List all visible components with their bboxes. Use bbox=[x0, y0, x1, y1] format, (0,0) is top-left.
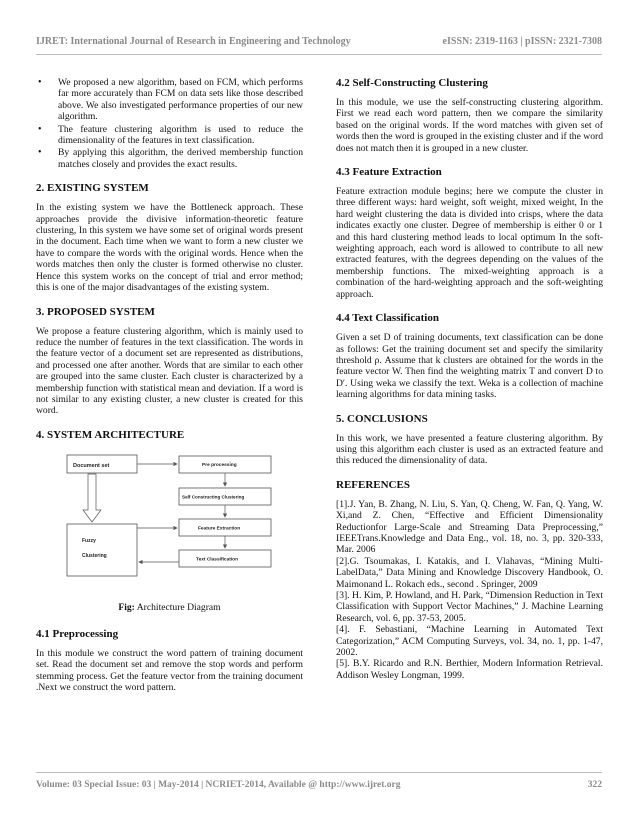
section-heading-conclusions: 5. CONCLUSIONS bbox=[336, 412, 428, 425]
list-item: [4]. F. Sebastiani, “Machine Learning in Automated Text Categorization,” ACM Computing Surveys, vol. 34, no. 1, pp. 1-47, 2002. bbox=[336, 624, 603, 659]
paragraph: In this module we construct the word pattern of training document set. Read the document set and remove the stop words and perform stemming process. Get the feature vector from the training document .Next we construct the word pattern. bbox=[36, 647, 303, 693]
clustering-label: Clustering bbox=[82, 552, 107, 559]
self-constructing-label: Self Constructing Clustering bbox=[182, 494, 245, 500]
section-heading-text-classification: 4.4 Text Classification bbox=[336, 312, 439, 325]
footer-rule bbox=[36, 772, 602, 773]
list-item: • The feature clustering algorithm is used to reduce the dimensionality of the features in text classification. bbox=[36, 124, 303, 147]
caption-label: Fig: bbox=[118, 601, 135, 613]
paragraph: We propose a feature clustering algorithm, which is mainly used to reduce the number of features in the text classification. The words in the feature vector of a document set are represented as distributions, and processed one after another. Words that are similar to each other are grouped into the same cluster. Each cluster is characterized by a membership function with statistical mean and deviation. If a word is not similar to any existing cluster, a new cluster is created for this word. bbox=[36, 325, 303, 417]
paragraph: In the existing system we have the Bottleneck approach. These approaches provide the divisive information-theoretic feature clustering, In this system we have some set of original words present in the document. Each time when we want to form a new cluster we have to compare the words with the original words. Hence when the words matches then only the cluster is formed otherwise no cluster. Hence this system works on the concept of trial and error method; this is one of the major disadvantages of the existing system. bbox=[36, 202, 303, 294]
header-rule bbox=[36, 54, 602, 55]
paragraph: Given a set D of training documents, text classification can be done as follows: Get the training document set and specify the similarity threshold ρ. Assume that k clusters are obtained for the words in the feature vector W. Then find the weighting matrix T and convert D to D′. Using weka we classify the text. Weka is a collection of machine learning algorithms for data mining tasks. bbox=[336, 332, 603, 401]
page-header bbox=[36, 36, 602, 47]
list-item: [3]. H. Kim, P. Howland, and H. Park, “Dimension Reduction in Text Classification with Support Vector Machines,” J. Machine Learning Research, vol. 6, pp. 37-53, 2005. bbox=[336, 590, 603, 624]
caption-text: Architecture Diagram bbox=[134, 601, 221, 613]
paragraph: In this module, we use the self-constructing clustering algorithm. First we read each word pattern, then we compare the similarity based on the original words. If the word matches with given set of words then the word is grouped in the existing cluster and if the word does not match then it is grouped in a new cluster. bbox=[336, 97, 603, 154]
fuzzy-label: Fuzzy bbox=[82, 537, 96, 544]
section-heading-preprocessing: 4.1 Preprocessing bbox=[36, 627, 119, 640]
reference-list bbox=[336, 499, 603, 682]
down-arrow-icon bbox=[83, 474, 101, 522]
section-heading-system-architecture: 4. SYSTEM ARCHITECTURE bbox=[36, 428, 185, 441]
feature-extraction-label: Feature Extraction bbox=[198, 526, 241, 532]
document-set-label: Document set bbox=[73, 462, 110, 469]
volume-info: Volume: 03 Special Issue: 03 | May-2014 | NCRIET-2014, Available @ http://www.ijret.org bbox=[36, 780, 401, 790]
section-heading-proposed-system: 3. PROPOSED SYSTEM bbox=[36, 305, 155, 318]
journal-name: IJRET: International Journal of Research in Engineering and Technology bbox=[36, 36, 351, 47]
figure-caption bbox=[36, 602, 303, 614]
issn: eISSN: 2319-1163 | pISSN: 2321-7308 bbox=[442, 36, 602, 47]
fuzzy-clustering-box bbox=[67, 524, 137, 576]
section-heading-self-constructing: 4.2 Self-Constructing Clustering bbox=[336, 77, 488, 89]
architecture-diagram-svg bbox=[36, 452, 303, 592]
section-heading-references: REFERENCES bbox=[336, 478, 410, 491]
paragraph: Feature extraction module begins; here we compute the cluster in three different ways: hard weight, soft weight, mixed weight, In the hard weight clustering the data is divided into crisps, where the data indicates exactly one cluster. Degree of membership is either 0 or 1 and this hard clustering method leads to local optimum In the soft-weighting approach, each word is allowed to contribute to all new extracted features, with the degrees depending on the values of the membership functions. The mixed-weighting approach is a combination of the hard-weighting approach and the soft-weighting approach. bbox=[336, 186, 603, 300]
paragraph: In this work, we have presented a feature clustering algorithm. By using this algorithm each cluster is used as an extracted feature and this reduced the dimensionality of data. bbox=[336, 432, 603, 467]
left-column bbox=[36, 77, 303, 693]
list-item: [5]. B.Y. Ricardo and R.N. Berthier, Modern Information Retrieval. Addison Wesley Longman, 1999. bbox=[336, 658, 603, 681]
section-heading-feature-extraction: 4.3 Feature Extraction bbox=[336, 166, 442, 179]
pre-processing-label: Pre processing bbox=[202, 462, 237, 468]
list-item: [2].G. Tsoumakas, I. Katakis, and I. Vlahavas, “Mining Multi-LabelData,” Data Mining and Knowledge Discovery Handbook, O. Maimonand L. Rokach eds., second . Springer, 2009 bbox=[336, 555, 603, 590]
text-classification-label: Text Classification bbox=[196, 557, 239, 563]
architecture-diagram bbox=[36, 452, 303, 592]
list-item: • By applying this algorithm, the derived membership function matches closely and provides the exact results. bbox=[36, 147, 303, 170]
list-item: [1].J. Yan, B. Zhang, N. Liu, S. Yan, Q. Cheng, W. Fan, Q. Yang, W. Xi,and Z. Chen, “Effective and Efficient Dimensionality Reductionfor Large-Scale and Streaming Data Preprocessing,” IEEETrans.Knowledge and Data Eng., vol. 18, no. 3, pp. 320-333, Mar. 2006 bbox=[336, 498, 603, 556]
page-footer bbox=[36, 780, 602, 790]
page-number: 322 bbox=[587, 780, 602, 790]
list-item: • We proposed a new algorithm, based on FCM, which performs far more accurately than FCM on data sets like those described above. We also investigated performance properties of our new algorithm. bbox=[36, 77, 303, 123]
section-heading-existing-system: 2. EXISTING SYSTEM bbox=[36, 182, 149, 195]
contribution-list bbox=[36, 77, 303, 170]
right-column bbox=[336, 77, 603, 681]
